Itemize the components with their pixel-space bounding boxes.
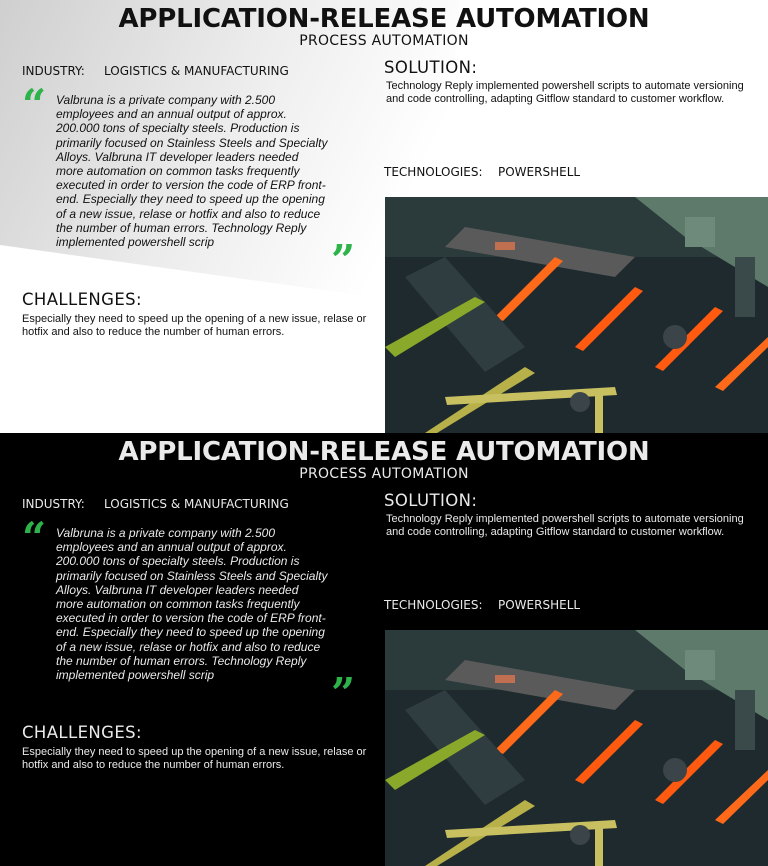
quote-close-icon: ” bbox=[331, 669, 356, 718]
steel-mill-photo bbox=[385, 197, 768, 433]
page-title: APPLICATION-RELEASE AUTOMATION bbox=[118, 437, 650, 467]
industry-value: LOGISTICS & MANUFACTURING bbox=[104, 497, 289, 511]
challenges-heading: CHALLENGES: bbox=[22, 723, 143, 742]
page-title: APPLICATION-RELEASE AUTOMATION bbox=[118, 4, 650, 34]
solution-text: Technology Reply implemented powershell scripts to automate versioning and code controlling, adapting Gitflow standard to customer workflow. bbox=[386, 80, 744, 105]
technologies-label: TECHNOLOGIES: bbox=[384, 165, 483, 179]
solution-heading: SOLUTION: bbox=[384, 58, 478, 77]
industry-value: LOGISTICS & MANUFACTURING bbox=[104, 64, 289, 78]
technologies-value: POWERSHELL bbox=[498, 165, 581, 179]
steel-mill-photo bbox=[385, 630, 768, 866]
solution-text: Technology Reply implemented powershell scripts to automate versioning and code controlling, adapting Gitflow standard to customer workflow. bbox=[386, 513, 744, 538]
page-subtitle: PROCESS AUTOMATION bbox=[299, 466, 469, 482]
quote-open-icon: “ bbox=[22, 513, 47, 562]
challenges-text: Especially they need to speed up the opening of a new issue, relase or hotfix and also to reduce the number of human errors. bbox=[22, 746, 367, 771]
industry-label: INDUSTRY: bbox=[22, 64, 85, 78]
technologies-value: POWERSHELL bbox=[498, 598, 581, 612]
page-subtitle: PROCESS AUTOMATION bbox=[299, 33, 469, 49]
quote-open-icon: “ bbox=[22, 80, 47, 129]
solution-heading: SOLUTION: bbox=[384, 491, 478, 510]
case-study-panel-dark bbox=[0, 433, 768, 866]
technologies-label: TECHNOLOGIES: bbox=[384, 598, 483, 612]
industry-label: INDUSTRY: bbox=[22, 497, 85, 511]
challenges-heading: CHALLENGES: bbox=[22, 290, 143, 309]
customer-quote: Valbruna is a private company with 2.500 employees and an annual output of approx. 200.000 tons of specialty steels. Production is primarily focused on Stainless Steels and Specialty Alloys. Valbruna IT developer leaders needed more automation on common tasks frequently executed in order to version the code of ERP front-end. Especially they need to speed up the opening of a new issue, relase or hotfix and also to reduce the number of human errors. Technology Reply implemented powershell scrip bbox=[56, 526, 328, 683]
quote-close-icon: ” bbox=[331, 236, 356, 285]
customer-quote: Valbruna is a private company with 2.500 employees and an annual output of approx. 200.000 tons of specialty steels. Production is primarily focused on Stainless Steels and Specialty Alloys. Valbruna IT developer leaders needed more automation on common tasks frequently executed in order to version the code of ERP front-end. Especially they need to speed up the opening of a new issue, relase or hotfix and also to reduce the number of human errors. Technology Reply implemented powershell scrip bbox=[56, 93, 328, 250]
challenges-text: Especially they need to speed up the opening of a new issue, relase or hotfix and also to reduce the number of human errors. bbox=[22, 313, 367, 338]
